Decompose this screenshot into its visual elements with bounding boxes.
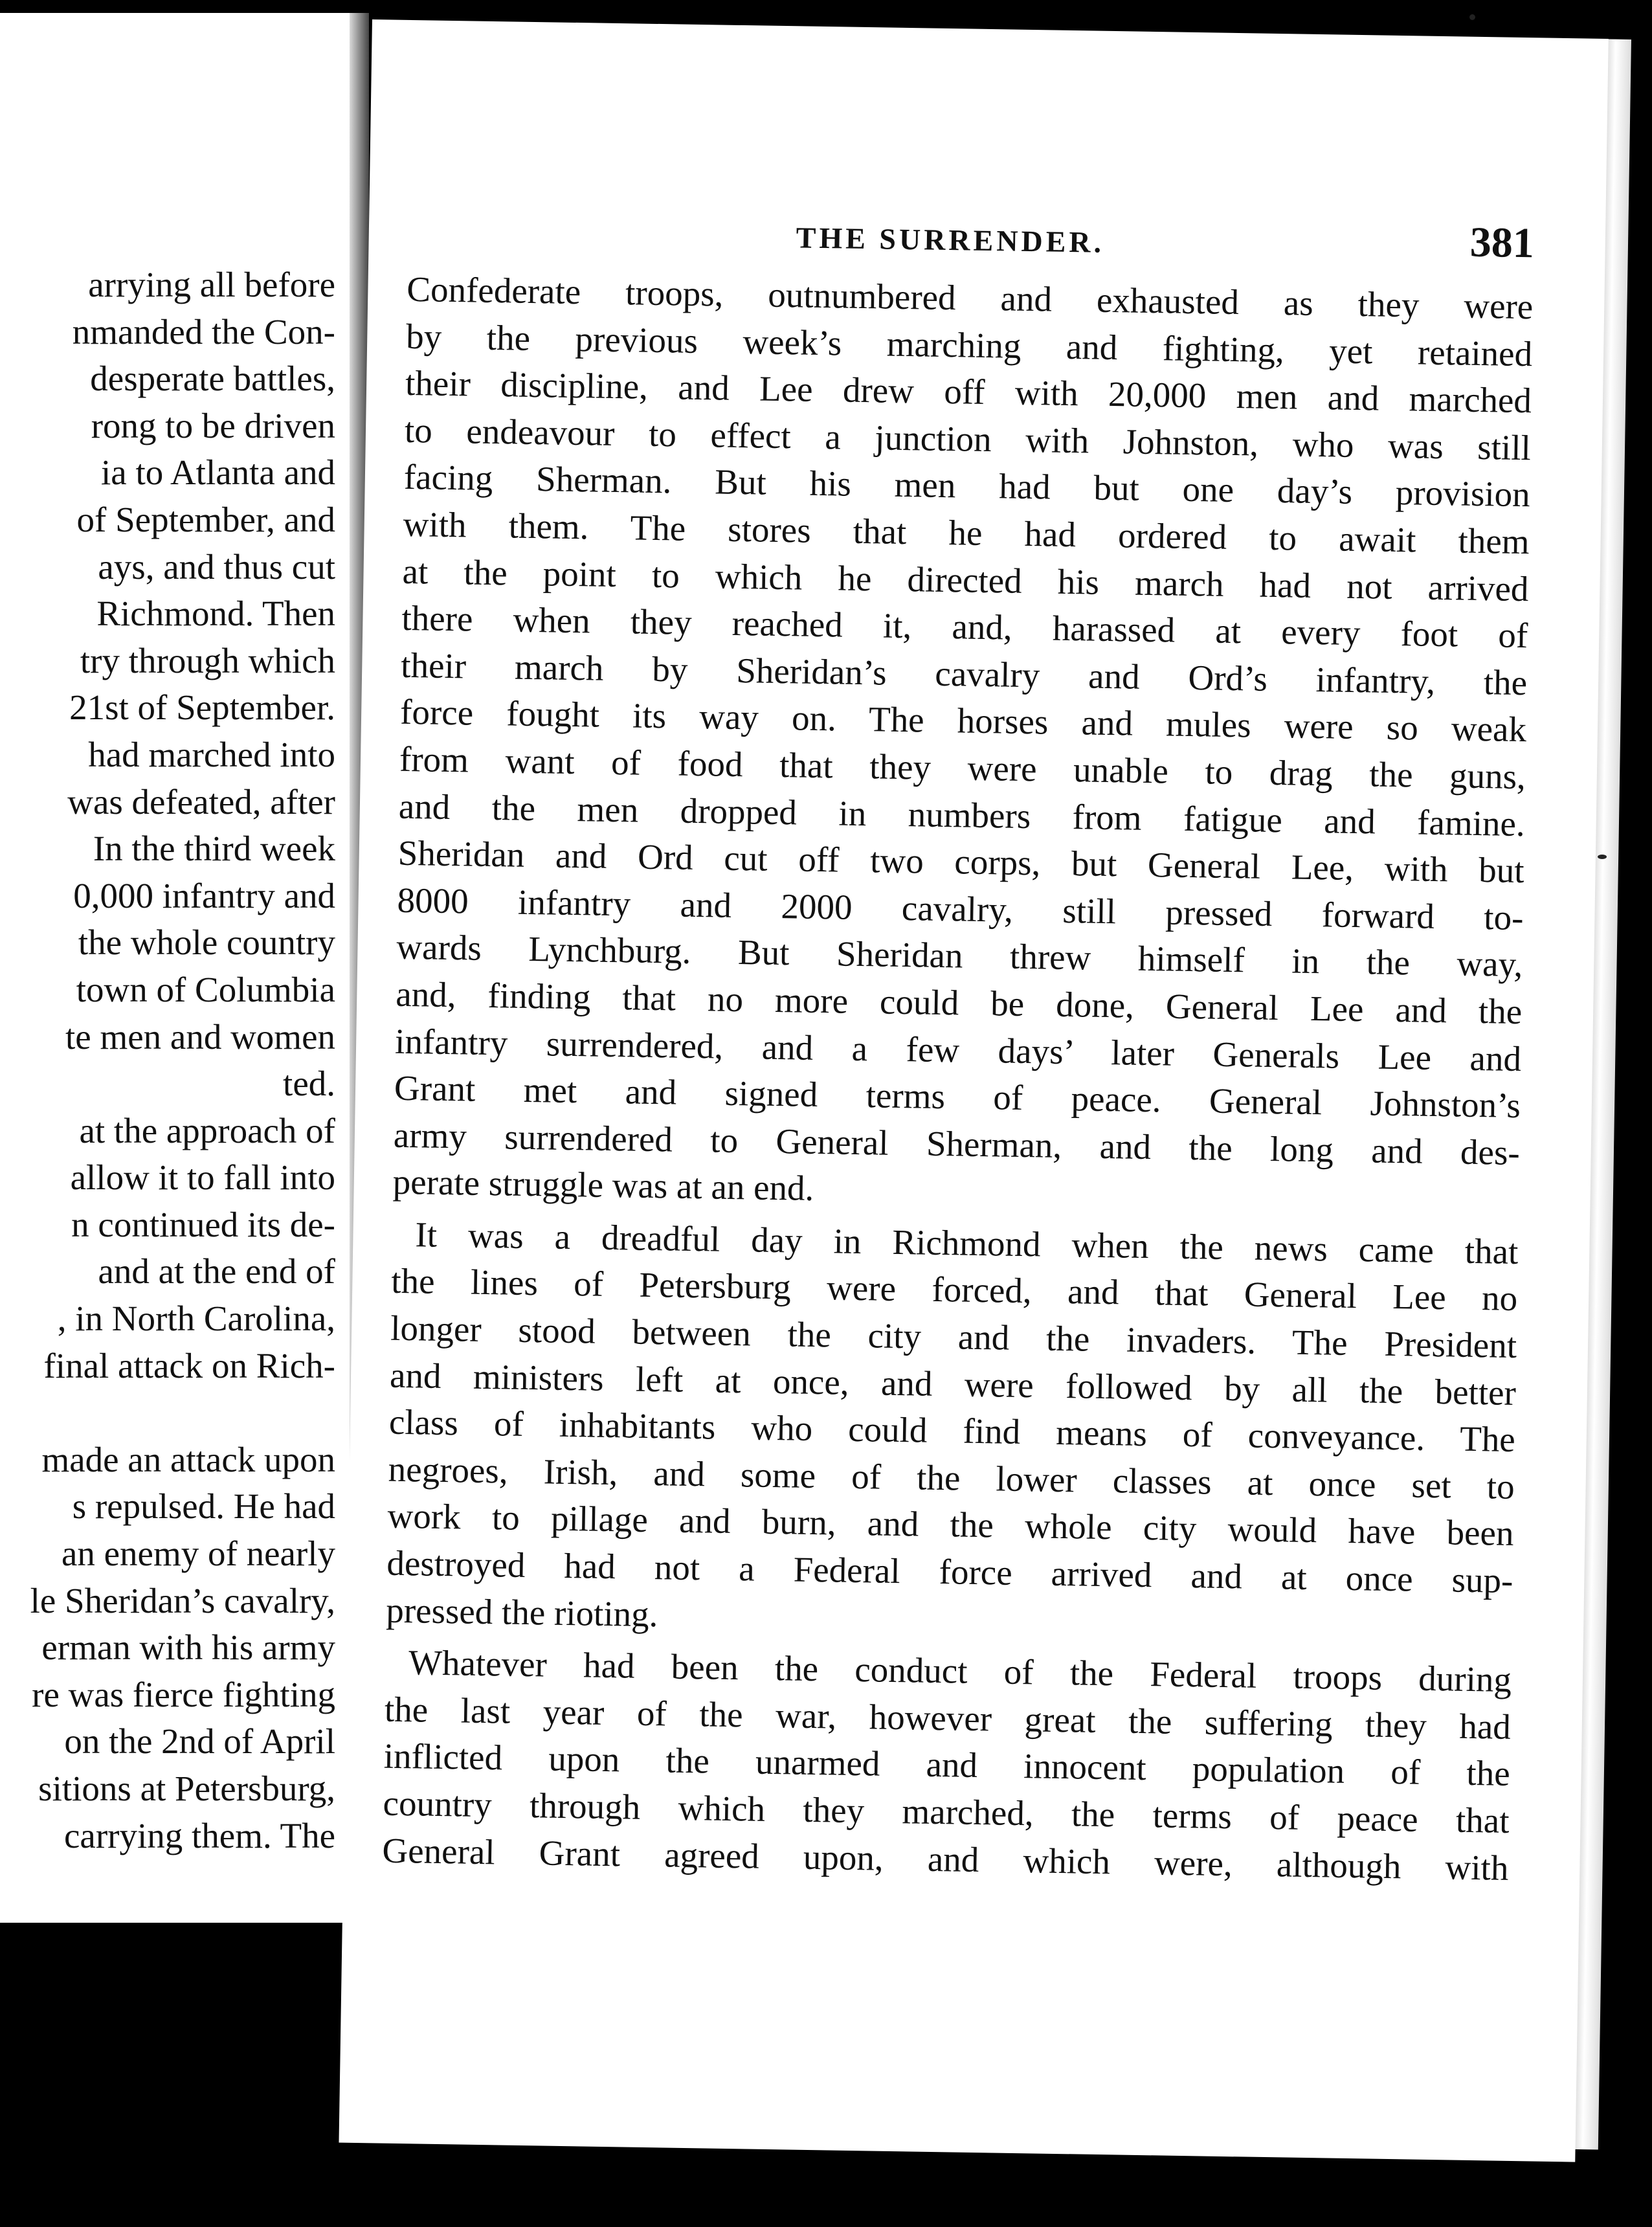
left-page-line: on the 2nd of April bbox=[64, 1721, 335, 1762]
text-line: by the previous week’s marching and fighting, yet retained bbox=[405, 316, 1533, 374]
text-line: and, finding that no more could be done, General Lee and the bbox=[395, 974, 1523, 1031]
text-line: inflicted upon the unarmed and innocent population of the bbox=[383, 1736, 1511, 1794]
running-head bbox=[407, 201, 1534, 271]
text-line: Whatever had been the conduct of the Federal troops during bbox=[408, 1642, 1512, 1700]
page-number: 381 bbox=[1469, 218, 1535, 267]
text-line: their march by Sheridan’s cavalry and Ord’s infantry, the bbox=[400, 645, 1528, 702]
left-page-line: carrying them. The bbox=[64, 1815, 335, 1855]
left-page-line: 21st of September. bbox=[69, 688, 335, 728]
text-line: class of inhabitants who could find means of conveyance. The bbox=[388, 1402, 1516, 1460]
left-page-line: made an attack upon bbox=[41, 1439, 335, 1479]
left-page-line: re was fierce fighting bbox=[32, 1674, 335, 1714]
left-page-line: ays, and thus cut bbox=[98, 546, 335, 587]
left-page-line: was defeated, after bbox=[67, 781, 335, 822]
text-line: It was a dreadful day in Richmond when the news came that bbox=[415, 1214, 1519, 1271]
text-line: negroes, Irish, and some of the lower classes at once set to bbox=[388, 1449, 1515, 1506]
body-text bbox=[382, 266, 1534, 1892]
text-line: their discipline, and Lee drew off with 20,000 men and marched bbox=[405, 363, 1532, 421]
left-page-line: Richmond. Then bbox=[96, 594, 335, 634]
left-page-line: at the approach of bbox=[79, 1110, 335, 1150]
left-page-line: had marched into bbox=[88, 734, 335, 774]
text-line: destroyed had not a Federal force arrived and at once sup- bbox=[386, 1543, 1513, 1601]
text-line: the lines of Petersburg were forced, and that General Lee no bbox=[390, 1261, 1518, 1319]
text-line: longer stood between the city and the invaders. The President bbox=[390, 1308, 1517, 1366]
left-page-line: ia to Atlanta and bbox=[101, 453, 335, 493]
left-page-line bbox=[0, 1389, 335, 1437]
text-line: Confederate troops, outnumbered and exhausted as they were bbox=[406, 269, 1534, 327]
ink-speck bbox=[1469, 14, 1475, 20]
left-page-text bbox=[0, 262, 335, 1859]
paragraph bbox=[392, 266, 1534, 1224]
text-line: force fought its way on. The horses and mules were so weak bbox=[399, 692, 1527, 750]
left-page-line: te men and women bbox=[65, 1016, 335, 1057]
left-page-line: le Sheridan’s cavalry, bbox=[30, 1580, 335, 1620]
text-line: at the point to which he directed his march had not arrived bbox=[402, 551, 1529, 609]
text-line: from want of food that they were unable to drag the guns, bbox=[399, 739, 1526, 797]
left-page-line: 0,000 infantry and bbox=[73, 875, 335, 915]
text-line: wards Lynchburg. But Sheridan threw himself in the way, bbox=[396, 927, 1523, 985]
left-page-line: s repulsed. He had bbox=[72, 1486, 335, 1527]
left-page-line: n continued its de- bbox=[71, 1204, 335, 1244]
left-page-line: try through which bbox=[80, 640, 335, 680]
text-line: there when they reached it, and, harassed at every foot of bbox=[401, 598, 1528, 656]
left-page bbox=[0, 13, 350, 1923]
left-page-line: erman with his army bbox=[41, 1628, 335, 1668]
running-title: THE SURRENDER. bbox=[796, 221, 1105, 259]
text-line: 8000 infantry and 2000 cavalry, still pressed forward to- bbox=[397, 880, 1524, 937]
text-line: General Grant agreed upon, and which were, although with bbox=[382, 1830, 1509, 1888]
text-line: facing Sherman. But his men had but one day’s provision bbox=[403, 457, 1531, 515]
text-line: work to pillage and burn, and the whole city would have been bbox=[387, 1496, 1514, 1554]
left-page-line: of September, and bbox=[76, 499, 335, 539]
left-page-line: and at the end of bbox=[98, 1251, 335, 1292]
left-page-line: desperate battles, bbox=[90, 359, 335, 399]
text-line: to endeavour to effect a junction with Johnston, who was still bbox=[404, 410, 1532, 467]
text-line: and the men dropped in numbers from fatigue and famine. bbox=[398, 786, 1526, 844]
left-page-line: nmanded the Con- bbox=[72, 311, 335, 352]
text-line: army surrendered to General Sherman, and the long and des- bbox=[393, 1115, 1521, 1172]
left-page-line: town of Columbia bbox=[76, 969, 335, 1009]
text-line: Grant met and signed terms of peace. General Johnston’s bbox=[394, 1068, 1521, 1126]
left-page-line: arrying all before bbox=[88, 265, 335, 304]
left-page-line: the whole country bbox=[78, 923, 335, 963]
text-line: Sheridan and Ord cut off two corps, but General Lee, with but bbox=[397, 833, 1525, 891]
text-line: infantry surrendered, and a few days’ later Generals Lee and bbox=[394, 1021, 1522, 1079]
left-page-line: rong to be driven bbox=[91, 405, 335, 445]
left-page-line: , in North Carolina, bbox=[57, 1299, 335, 1339]
text-line: with them. The stores that he had ordered to await them bbox=[403, 504, 1530, 562]
left-page-line: allow it to fall into bbox=[70, 1158, 335, 1198]
right-page bbox=[339, 19, 1608, 2162]
paragraph bbox=[386, 1211, 1519, 1652]
text-line: country through which they marched, the terms of peace that bbox=[383, 1783, 1510, 1841]
left-page-line: sitions at Petersburg, bbox=[38, 1769, 335, 1808]
text-line: perate struggle was at an end. bbox=[392, 1162, 814, 1209]
left-page-line: ted. bbox=[283, 1064, 335, 1104]
left-page-line: final attack on Rich- bbox=[43, 1345, 335, 1385]
left-page-line: an enemy of nearly bbox=[61, 1534, 335, 1574]
paragraph bbox=[382, 1639, 1512, 1892]
text-line: the last year of the war, however great the suffering they had bbox=[384, 1689, 1512, 1747]
left-page-line: In the third week bbox=[93, 829, 335, 869]
text-line: pressed the rioting. bbox=[385, 1590, 658, 1634]
text-line: and ministers left at once, and were followed by all the better bbox=[389, 1355, 1517, 1413]
ink-speck bbox=[1598, 855, 1607, 859]
